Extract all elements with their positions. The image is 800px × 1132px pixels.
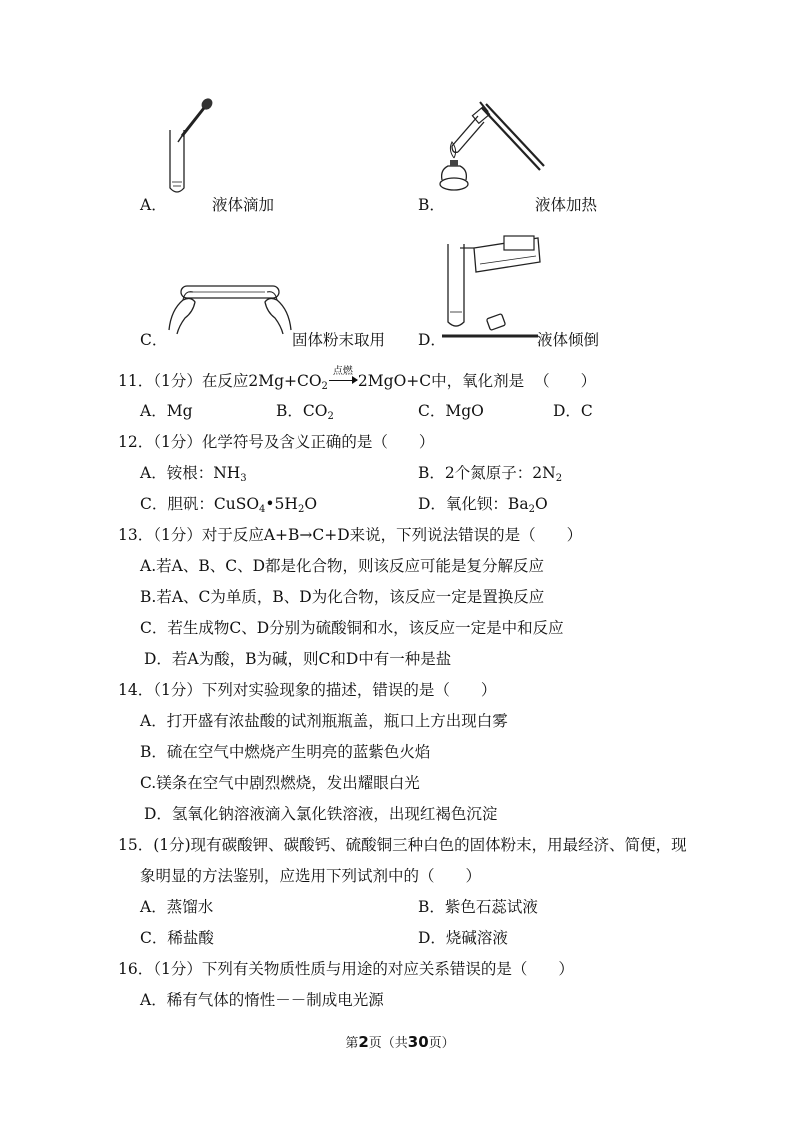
q10-option-a-label: 液体滴加 [212,196,275,214]
q13-option-b: B.若A、C为单质，B、D为化合物，该反应一定是置换反应 [140,588,545,606]
reaction-arrow: 点燃 [328,370,358,388]
q12-stem: 12．（1分）化学符号及含义正确的是（ ） [118,433,435,451]
q13-option-a: A.若A、B、C、D都是化合物，则该反应可能是复分解反应 [140,557,544,575]
option-letter: A． [140,196,167,214]
q14-option-a: A．打开盛有浓盐酸的试剂瓶瓶盖，瓶口上方出现白雾 [140,712,508,730]
q12-option-d: D．氧化钡：$Ba_2O$ [418,495,548,515]
q14-option-d: D．氢氧化钠溶液滴入氯化铁溶液，出现红褐色沉淀 [144,805,498,823]
q15-option-d: D．烧碱溶液 [418,929,508,947]
pouring-figure [440,232,545,344]
q10-option-d [418,330,446,350]
page-number: 2 [358,1033,369,1051]
q14-option-b: B．硫在空气中燃烧产生明亮的蓝紫色火焰 [140,743,431,761]
option-letter: B． [418,196,445,214]
q15-option-b: B．紫色石蕊试液 [418,898,538,916]
q15-stem-line1: 15．(1分)现有碳酸钾、碳酸钙、硫酸铜三种白色的固体粉末，用最经济、简便，现 [118,836,687,854]
option-letter: D． [418,331,446,349]
total-pages: 30 [407,1033,429,1051]
q10-option-c-label: 固体粉末取用 [292,331,386,349]
q15-option-a: A．蒸馏水 [140,898,214,916]
q13-option-d: D．若A为酸，B为碱，则C和D中有一种是盐 [144,650,452,668]
q13-stem: 13．（1分）对于反应A+B→C+D来说，下列说法错误的是（ ） [118,526,583,544]
q11-option-a: A．Mg [140,402,193,420]
q11-stem: 11．（1分）在反应$2Mg+CO_2$ 点燃 2MgO+C中，氧化剂是 （ ） [118,366,597,392]
q14-stem: 14．（1分）下列对实验现象的描述，错误的是（ ） [118,681,497,699]
q13-option-c: C．若生成物C、D分别为硫酸铜和水，该反应一定是中和反应 [140,619,564,637]
q12-option-b: B．2个氮原子：$2N_2$ [418,464,563,484]
q10-option-b [418,195,445,215]
q10-option-a [140,195,167,215]
heating-figure [430,92,550,204]
q16-option-a: A．稀有气体的惰性－－制成电光源 [140,991,384,1009]
q15-option-c: C．稀盐酸 [140,929,214,947]
q10-option-b-label: 液体加热 [535,196,598,214]
page-footer: 第2页（共30页） [345,1033,455,1051]
q11-option-b: B．$CO_2$ [276,402,334,422]
q14-option-c: C.镁条在空气中剧烈燃烧，发出耀眼白光 [140,774,420,792]
q16-stem: 16．（1分）下列有关物质性质与用途的对应关系错误的是（ ） [118,960,574,978]
q15-stem-line2: 象明显的方法鉴别，应选用下列试剂中的（ ） [140,867,482,885]
q12-option-a: A．铵根：$NH_3$ [140,464,247,484]
q11-option-d: D．C [553,402,593,420]
option-letter: C． [140,331,168,349]
q12-option-c: C．胆矾：$CuSO_4•5H_2O$ [140,495,318,515]
dropper-figure [160,96,220,200]
q10-option-c [140,330,167,350]
q10-option-d-label: 液体倾倒 [537,331,600,349]
q11-option-c: C．MgO [418,402,484,420]
powder-figure [165,270,295,340]
